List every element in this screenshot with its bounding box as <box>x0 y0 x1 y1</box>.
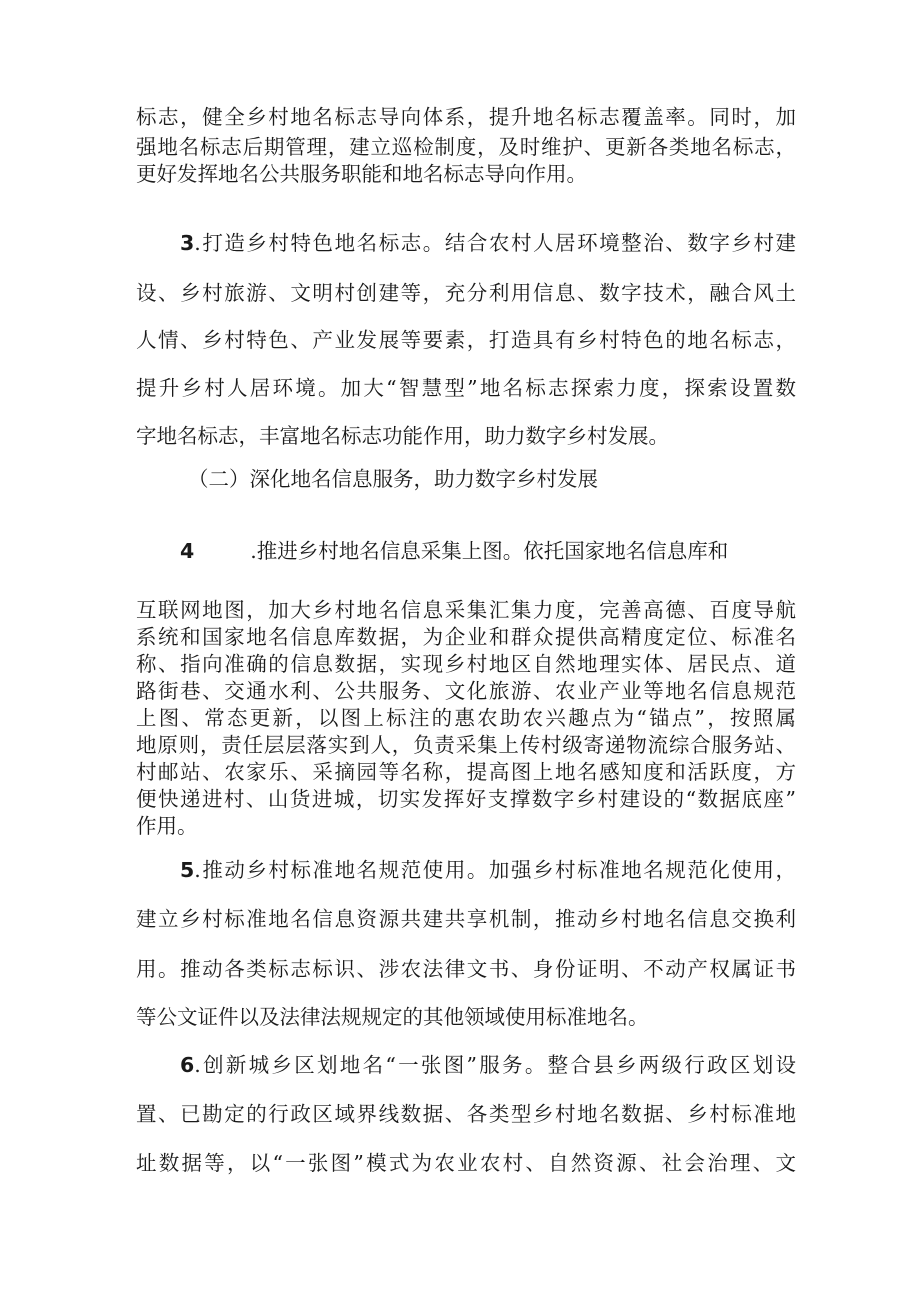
paragraph-line: 互联网地图，加大乡村地名信息采集汇集力度，完善高德、百度导航 <box>136 598 796 622</box>
item-number: 3 <box>180 231 195 255</box>
paragraph-line: 村邮站、农家乐、采摘园等名称，提高图上地名感知度和活跃度，方 <box>136 760 796 784</box>
paragraph-line: 字地名标志，丰富地名标志功能作用，助力数字乡村发展。 <box>136 424 669 448</box>
paragraph-line: 提升乡村人居环境。加大“智慧型”地名标志探索力度，探索设置数 <box>136 376 796 400</box>
paragraph-line: 上图、常态更新，以图上标注的惠农助农兴趣点为“锚点”，按照属 <box>136 706 796 730</box>
numbered-item-4 <box>180 538 756 564</box>
item-text: .推进乡村地名信息采集上图。依托国家地名信息库和 <box>250 539 729 563</box>
paragraph-line: 标志，健全乡村地名标志导向体系，提升地名标志覆盖率。同时，加 <box>136 105 796 129</box>
numbered-item-5 <box>180 857 796 883</box>
paragraph-line: 系统和国家地名信息库数据，为企业和群众提供高精度定位、标准名 <box>136 625 796 649</box>
paragraph-line: 等公文证件以及法律法规规定的其他领域使用标准地名。 <box>136 1005 649 1029</box>
item-text: .创新城乡区划地名“一张图”服务。整合县乡两级行政区划设 <box>194 1053 796 1077</box>
paragraph-line: 称、指向准确的信息数据，实现乡村地区自然地理实体、居民点、道 <box>136 652 796 676</box>
paragraph-line: 建立乡村标准地名信息资源共建共享机制，推动乡村地名信息交换利 <box>136 907 796 931</box>
numbered-item-3 <box>180 230 796 256</box>
paragraph-line: 便快递进村、山货进城，切实发挥好支撑数字乡村建设的“数据底座” <box>136 787 796 811</box>
section-heading: （二）深化地名信息服务，助力数字乡村发展 <box>188 467 598 491</box>
item-number: 4 <box>180 539 195 563</box>
numbered-item-6 <box>180 1052 796 1078</box>
paragraph-line: 强地名标志后期管理，建立巡检制度，及时维护、更新各类地名标志， <box>136 135 796 159</box>
paragraph-line: 更好发挥地名公共服务职能和地名标志导向作用。 <box>136 162 587 186</box>
paragraph-line: 设、乡村旅游、文明村创建等，充分利用信息、数字技术，融合风土 <box>136 281 796 305</box>
paragraph-line: 置、已勘定的行政区域界线数据、各类型乡村地名数据、乡村标准地 <box>136 1102 796 1126</box>
item-text: .打造乡村特色地名标志。结合农村人居环境整治、数字乡村建 <box>194 231 796 255</box>
paragraph-line: 址数据等，以“一张图”模式为农业农村、自然资源、社会治理、文 <box>136 1151 796 1175</box>
paragraph-line: 地原则，责任层层落实到人，负责采集上传村级寄递物流综合服务站、 <box>136 733 796 757</box>
item-number: 5 <box>180 858 195 882</box>
item-number: 6 <box>180 1053 195 1077</box>
paragraph-line: 用。推动各类标志标识、涉农法律文书、身份证明、不动产权属证书 <box>136 957 796 981</box>
item-text: .推动乡村标准地名规范使用。加强乡村标准地名规范化使用， <box>194 858 796 882</box>
paragraph-line: 人情、乡村特色、产业发展等要素，打造具有乡村特色的地名标志， <box>136 328 796 352</box>
paragraph-line: 路街巷、交通水利、公共服务、文化旅游、农业产业等地名信息规范 <box>136 679 796 703</box>
paragraph-line: 作用。 <box>136 814 198 838</box>
